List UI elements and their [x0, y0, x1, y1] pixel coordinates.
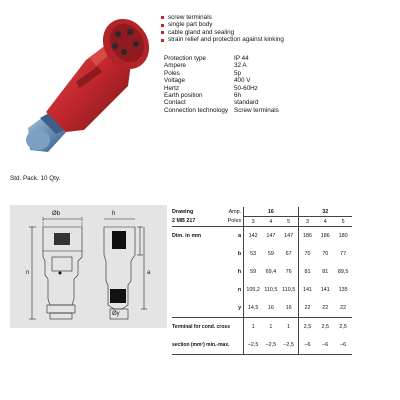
drawing-number: 2 MB 217 — [172, 217, 224, 227]
poles-cell: 3 — [244, 217, 262, 227]
section-cell: –6 — [316, 336, 334, 355]
spec-value: 5p — [234, 69, 242, 77]
section-cell: –6 — [298, 336, 316, 355]
technical-drawing — [10, 205, 167, 328]
amp-label: Amp. — [228, 208, 242, 215]
spec-label: Connection technology — [164, 106, 229, 114]
spec-label: Hertz — [164, 84, 180, 92]
terminal-cell: 2,5 — [298, 318, 316, 337]
dim-cell: 135 — [338, 287, 348, 293]
spec-value: 400 V — [234, 77, 251, 85]
poles-cell: 3 — [298, 217, 316, 227]
spec-value: Screw terminals — [234, 106, 279, 114]
dim-cell: 59 — [244, 263, 262, 281]
pack-quantity: Std. Pack. 10 Qty. — [10, 175, 61, 182]
dim-cell: 147 — [266, 233, 276, 239]
dim-symbol: b — [237, 251, 242, 257]
dim-label-h: h — [112, 211, 116, 217]
feature-item: strain relief and protection against kinking — [160, 36, 398, 43]
dim-label-n: n — [26, 270, 30, 276]
dim-cell: 141 — [320, 287, 330, 293]
feature-item: screw terminals — [160, 14, 398, 21]
plug-body — [26, 10, 158, 152]
dim-label-y: Øy — [112, 311, 120, 317]
dim-cell: 22 — [298, 299, 316, 318]
spec-row — [164, 77, 344, 84]
dim-cell: 110,5 — [264, 287, 278, 293]
dim-symbol: n — [237, 287, 242, 293]
dim-cell: 16 — [280, 299, 298, 318]
dim-cell: 81 — [322, 269, 329, 275]
spec-row — [164, 85, 344, 92]
dim-cell: 77 — [340, 251, 347, 257]
section-label: section (mm²) min.-max. — [172, 336, 244, 355]
spec-label: Protection type — [164, 55, 207, 62]
poles-label: Poles — [224, 217, 243, 227]
dim-cell: 105,2 — [244, 281, 262, 299]
dim-cell: 180 — [338, 233, 348, 239]
poles-cell: 5 — [280, 217, 298, 227]
dim-cell: 141 — [298, 281, 316, 299]
feature-item: single part body — [160, 21, 398, 28]
section-row — [172, 336, 352, 355]
dim-cell: 59 — [267, 251, 274, 257]
dim-symbol: y — [224, 299, 243, 318]
dim-cell: 110,5 — [282, 287, 296, 293]
dim-label-a: a — [147, 270, 151, 276]
dim-label: Dim. in mm — [172, 233, 202, 239]
dim-row — [172, 281, 352, 299]
dimensions-table — [172, 207, 352, 355]
dim-cell: 186 — [298, 227, 316, 246]
dim-cell: 81 — [298, 263, 316, 281]
spec-row — [164, 55, 344, 62]
dim-cell: 22 — [334, 299, 352, 318]
spec-row — [164, 107, 344, 114]
spec-value: IP 44 — [234, 55, 249, 62]
dim-cell: 147 — [284, 233, 294, 239]
section-cell: –2,5 — [244, 336, 262, 355]
terminal-row — [172, 318, 352, 337]
feature-item: cable gland and sealing — [160, 29, 398, 36]
dim-cell: 70 — [322, 251, 329, 257]
terminal-cell: 1 — [287, 324, 291, 330]
spec-value: 32 A — [234, 62, 247, 70]
dim-row — [172, 245, 352, 263]
dim-row — [172, 299, 352, 318]
dim-cell: 76 — [285, 269, 292, 275]
terminal-label: Terminal for cond. cross — [172, 324, 230, 330]
dim-symbol: h — [237, 269, 242, 275]
dim-row — [172, 227, 352, 246]
dim-cell: 70 — [298, 245, 316, 263]
spec-value: standard — [234, 99, 259, 107]
dim-cell: 89,5 — [337, 269, 349, 275]
specs-table — [164, 55, 344, 114]
spec-label: Poles — [164, 69, 180, 77]
poles-cell: 5 — [334, 217, 352, 227]
terminal-cell: 1 — [244, 318, 262, 337]
spec-label: Contact — [164, 99, 186, 107]
dim-cell: 69,4 — [265, 269, 277, 275]
spec-row — [164, 70, 344, 77]
dim-label-b: Øb — [52, 211, 61, 217]
feature-list — [160, 14, 398, 44]
dim-cell: 14,5 — [244, 299, 262, 318]
spec-label: Earth position — [164, 92, 203, 100]
dim-cell: 22 — [316, 299, 334, 318]
terminal-cell: 2,5 — [321, 324, 330, 330]
terminal-cell: 1 — [269, 324, 273, 330]
product-photo — [0, 0, 160, 175]
spec-value: 6h — [234, 92, 242, 100]
dim-cell: 186 — [320, 233, 330, 239]
dim-cell: 142 — [244, 227, 262, 246]
section-cell: –6 — [334, 336, 352, 355]
dim-cell: 53 — [244, 245, 262, 263]
amp-16: 16 — [244, 207, 298, 217]
dim-symbol: a — [238, 233, 242, 239]
drawing-label: Drawing — [172, 208, 194, 215]
dim-row — [172, 263, 352, 281]
terminal-cell: 2,5 — [339, 324, 347, 330]
spec-value: 50-60Hz — [234, 84, 258, 92]
poles-cell: 4 — [262, 217, 280, 227]
poles-cell: 4 — [316, 217, 334, 227]
section-cell: –2,5 — [262, 336, 280, 355]
dim-cell: 67 — [285, 251, 292, 257]
spec-label: Voltage — [164, 77, 186, 85]
spec-label: Ampere — [164, 62, 187, 70]
amp-32: 32 — [298, 207, 352, 217]
spec-row — [164, 62, 344, 69]
dim-cell: 16 — [262, 299, 280, 318]
spec-row — [164, 99, 344, 106]
spec-row — [164, 92, 344, 99]
section-cell: –2,5 — [280, 336, 298, 355]
